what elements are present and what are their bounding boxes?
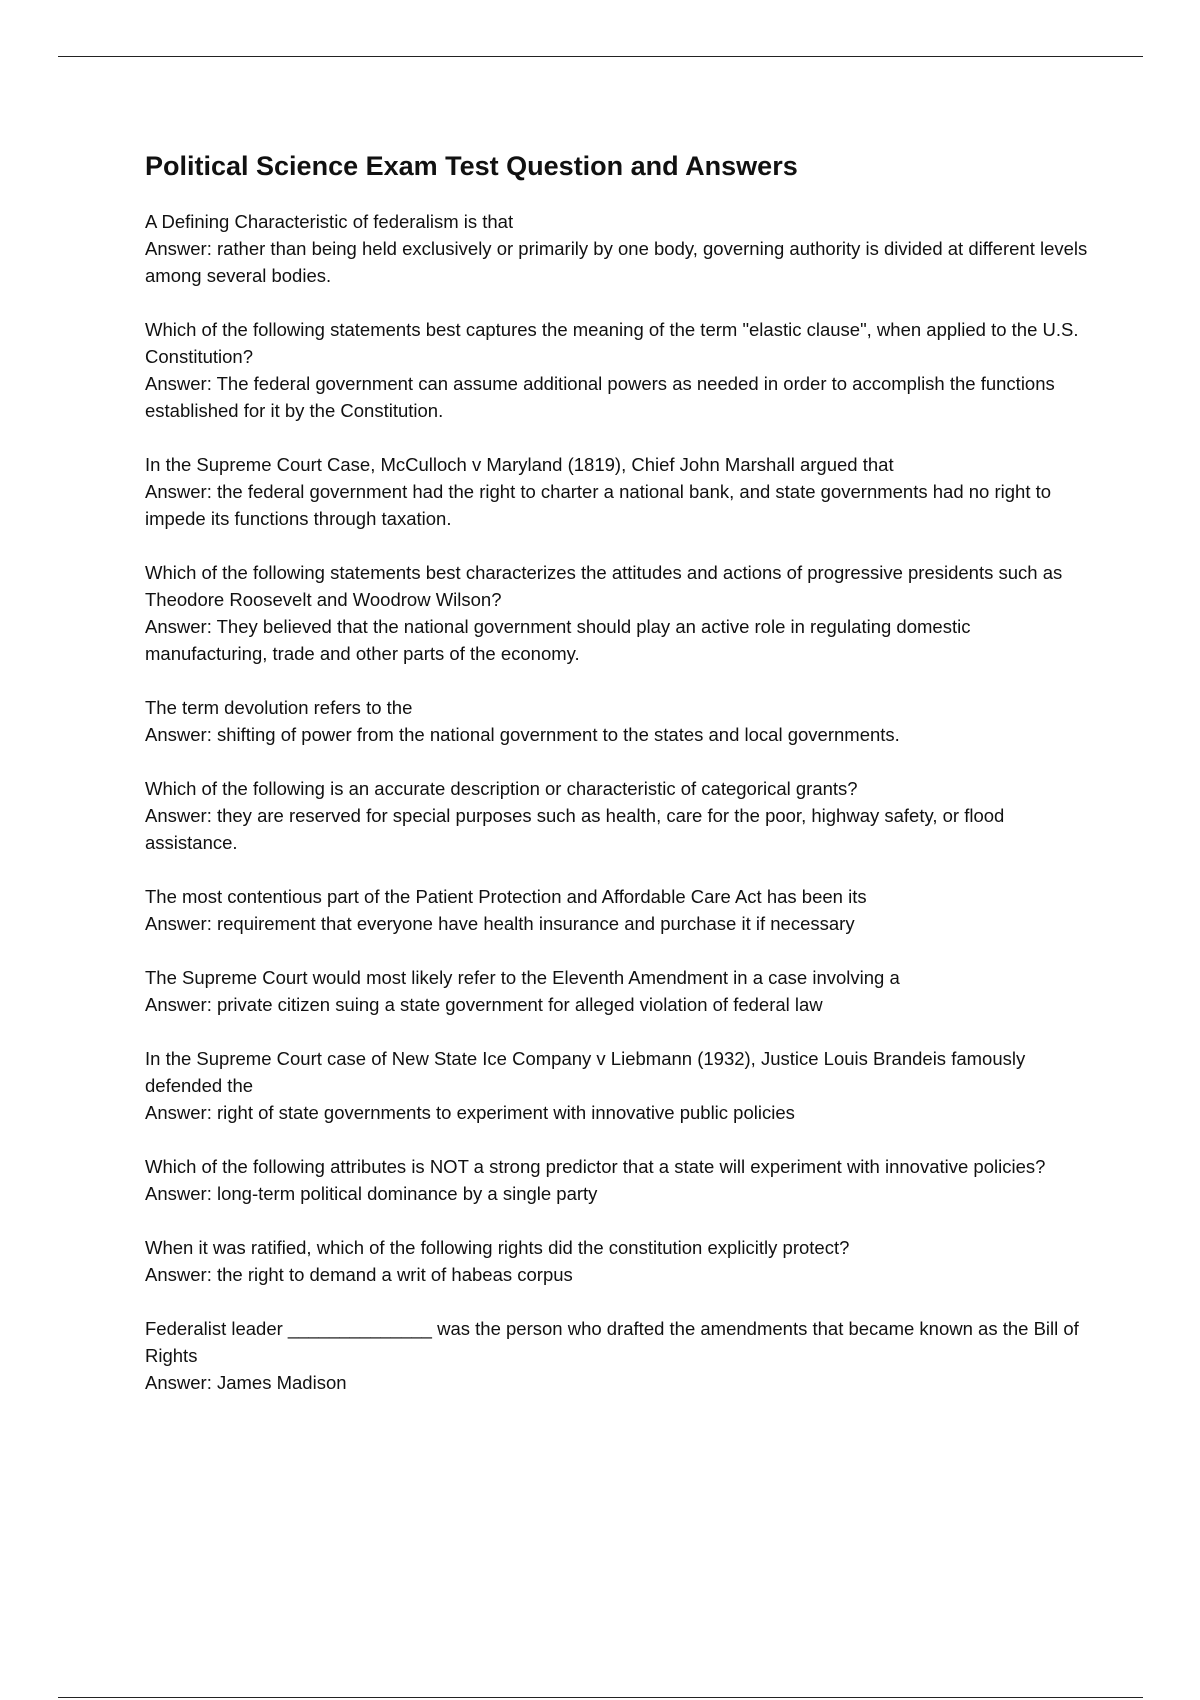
qa-item-3 <box>145 451 1095 532</box>
qa-item-6 <box>145 775 1095 856</box>
question-text: Which of the following statements best captures the meaning of the term "elastic clause", when applied to the U.S. Constitution? <box>145 319 1079 367</box>
answer-text: Answer: shifting of power from the national government to the states and local governments. <box>145 724 900 745</box>
question-text: In the Supreme Court case of New State Ice Company v Liebmann (1932), Justice Louis Brandeis famously defended the <box>145 1048 1026 1096</box>
answer-text: Answer: requirement that everyone have health insurance and purchase it if necessary <box>145 913 855 934</box>
answer-text: Answer: right of state governments to experiment with innovative public policies <box>145 1102 795 1123</box>
answer-text: Answer: private citizen suing a state government for alleged violation of federal law <box>145 994 823 1015</box>
answer-text: Answer: they are reserved for special purposes such as health, care for the poor, highway safety, or flood assistance. <box>145 805 1005 853</box>
footer-rule <box>58 1697 1143 1698</box>
answer-text: Answer: James Madison <box>145 1372 347 1393</box>
question-text: Which of the following statements best characterizes the attitudes and actions of progressive presidents such as Theodore Roosevelt and Woodrow Wilson? <box>145 562 1063 610</box>
question-text: Which of the following attributes is NOT a strong predictor that a state will experiment with innovative policies? <box>145 1156 1046 1177</box>
answer-text: Answer: rather than being held exclusively or primarily by one body, governing authority is divided at different levels among several bodies. <box>145 238 1088 286</box>
question-text: When it was ratified, which of the following rights did the constitution explicitly protect? <box>145 1237 850 1258</box>
question-text: The term devolution refers to the <box>145 697 413 718</box>
qa-item-7 <box>145 883 1095 937</box>
qa-item-12 <box>145 1315 1095 1396</box>
question-text: Which of the following is an accurate description or characteristic of categorical grants? <box>145 778 858 799</box>
header-rule <box>58 56 1143 57</box>
qa-item-8 <box>145 964 1095 1018</box>
question-text: The Supreme Court would most likely refer to the Eleventh Amendment in a case involving a <box>145 967 900 988</box>
question-text: A Defining Characteristic of federalism is that <box>145 211 514 232</box>
question-text: Federalist leader ______________ was the person who drafted the amendments that became known as the Bill of Rights <box>145 1318 1079 1366</box>
question-text: The most contentious part of the Patient Protection and Affordable Care Act has been its <box>145 886 867 907</box>
answer-text: Answer: They believed that the national government should play an active role in regulating domestic manufacturing, trade and other parts of the economy. <box>145 616 971 664</box>
document-body <box>145 146 1095 1423</box>
answer-text: Answer: The federal government can assume additional powers as needed in order to accomplish the functions established for it by the Constitution. <box>145 373 1055 421</box>
qa-item-2 <box>145 316 1095 424</box>
qa-item-5 <box>145 694 1095 748</box>
qa-item-10 <box>145 1153 1095 1207</box>
question-text: In the Supreme Court Case, McCulloch v Maryland (1819), Chief John Marshall argued that <box>145 454 894 475</box>
qa-item-9 <box>145 1045 1095 1126</box>
answer-text: Answer: the federal government had the right to charter a national bank, and state governments had no right to impede its functions through taxation. <box>145 481 1052 529</box>
qa-item-4 <box>145 559 1095 667</box>
qa-item-1 <box>145 208 1095 289</box>
qa-item-11 <box>145 1234 1095 1288</box>
answer-text: Answer: the right to demand a writ of habeas corpus <box>145 1264 573 1285</box>
document-title: Political Science Exam Test Question and Answers <box>145 151 798 181</box>
answer-text: Answer: long-term political dominance by a single party <box>145 1183 598 1204</box>
